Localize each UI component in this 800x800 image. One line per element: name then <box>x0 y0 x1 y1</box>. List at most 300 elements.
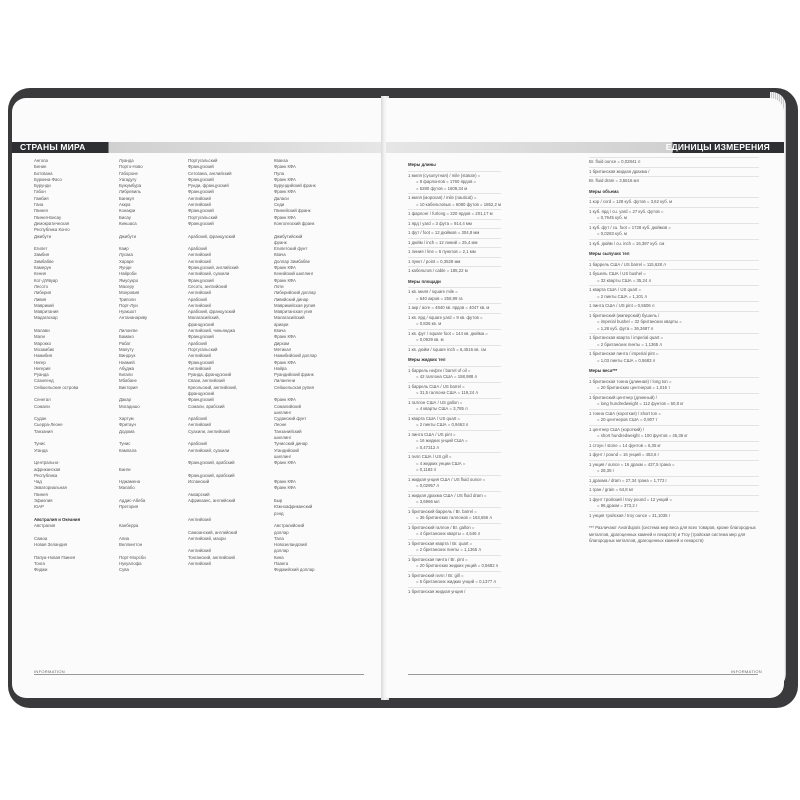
unit-entry: 1 куб. фут / cu. foot = 1728 куб. дюймов = <box>589 224 671 230</box>
table-cell: Руанда, французский <box>188 372 232 378</box>
unit-continuation: = 640 акров = 258,99 га <box>416 295 463 301</box>
unit-entry: 1 тонна США (короткая) / short ton = <box>589 410 661 416</box>
table-cell: Камерун <box>34 265 52 271</box>
table-cell: Рунди, французский <box>188 183 229 189</box>
table-cell: Яунде <box>119 265 132 271</box>
table-cell: Франк КФА <box>274 460 296 466</box>
unit-entry: 1 фут / foot = 12 дюймов = 304,8 мм <box>408 230 480 235</box>
unit-continuation: = 0,0283 куб. м <box>597 231 627 236</box>
left-footer: INFORMATION <box>34 669 66 674</box>
table-cell: Лоти <box>274 283 284 289</box>
row-separator <box>589 393 759 394</box>
table-cell: Гвинея <box>34 491 48 497</box>
table-cell: африканская <box>34 466 61 472</box>
table-cell: Арабский, французский <box>188 309 236 315</box>
table-cell: Центрально- <box>34 460 60 466</box>
unit-entry: 1 гран / grain = 64,8 мг <box>589 487 634 492</box>
table-cell: Лилонгве <box>119 328 138 334</box>
unit-entry: 1 кор / cord = 128 куб. футов = 3,62 куб. м <box>589 199 673 204</box>
unit-continuation: = 0,0929 кв. м <box>416 337 444 342</box>
table-cell: Демократическая <box>34 220 70 226</box>
table-cell: Арабский <box>188 441 207 447</box>
table-cell: Английский <box>188 353 211 359</box>
table-cell: Тонга <box>34 561 45 566</box>
countries-column <box>34 158 80 574</box>
table-cell: Чад <box>34 479 42 485</box>
table-cell: Бурундийский франк <box>274 183 316 189</box>
table-cell: Порт-Луи <box>119 302 138 308</box>
table-cell: Малагасийский <box>274 315 305 321</box>
table-cell: Замбия <box>34 252 50 258</box>
table-cell: Апиа <box>119 535 129 541</box>
row-separator <box>589 485 759 486</box>
table-cell: Бенин <box>34 164 47 170</box>
table-cell: Португальский <box>188 346 218 352</box>
table-cell: Сазиленд <box>34 378 54 384</box>
table-cell: Нджамена <box>119 479 140 485</box>
table-cell: Ливия <box>34 296 47 302</box>
unit-entry: 1 кварта США / US quart = <box>408 415 461 421</box>
unit-continuation: = 0,836 кв. м <box>416 321 442 326</box>
table-cell: французский <box>188 390 215 396</box>
section-heading: Меры площади <box>408 278 441 284</box>
unit-entry: 1 британская жидкая драхма / <box>589 168 650 174</box>
table-cell: Ботсвана <box>34 170 53 176</box>
row-separator <box>589 349 759 350</box>
table-cell: Банги <box>119 466 131 472</box>
right-footer: INFORMATION <box>730 669 762 674</box>
unit-continuation: = 31,5 галлона США = 119,24 л <box>416 390 478 395</box>
table-cell: Кина <box>274 554 284 560</box>
table-cell: Австралия <box>34 523 56 529</box>
row-separator <box>589 223 759 224</box>
table-cell: Гвинейский франк <box>274 208 311 214</box>
row-separator <box>408 329 501 330</box>
table-cell: Сомали, арабский <box>188 403 225 409</box>
row-separator <box>589 285 759 286</box>
table-cell: Дакар <box>119 397 132 403</box>
table-cell: Либерийский доллар <box>274 290 316 296</box>
unit-entry: 1 пинта США / US pint = <box>408 431 456 437</box>
table-cell: Кигали <box>119 372 133 378</box>
row-separator <box>589 207 759 208</box>
table-cell: Руандийский франк <box>274 372 314 378</box>
unit-continuation: = 96 драхм = 373,2 г <box>597 503 638 508</box>
table-cell: Новая Зеландия <box>34 542 67 548</box>
table-cell: Хараре <box>119 258 134 264</box>
table-cell: Франк КФА <box>274 334 296 340</box>
table-cell: Зимбабве <box>34 258 54 264</box>
row-separator <box>589 511 759 512</box>
unit-entry: 1 британский центнер (длинный) / <box>589 394 657 400</box>
table-cell: Бурунди <box>34 183 51 189</box>
table-cell: Уганда <box>34 447 48 453</box>
table-cell: Тунис <box>34 441 46 447</box>
table-cell: Сейшельские острова <box>34 384 79 390</box>
unit-continuation: = 2 британских пинты = 1,1365 л <box>597 341 662 347</box>
unit-entry: 1 кв. ярд / square yard = 9 кв. футов = <box>408 314 483 320</box>
table-cell: Французский <box>188 397 214 403</box>
table-cell: Нукуалофа <box>119 561 142 566</box>
unit-entry: 1 пинта США / US pint = 0,5506 л <box>589 303 655 308</box>
row-separator <box>408 507 501 508</box>
table-cell: Мавритания <box>34 309 59 315</box>
table-cell: Французский <box>188 189 214 195</box>
table-cell: Франк КФА <box>274 214 296 220</box>
table-cell: Хартум <box>119 416 134 422</box>
unit-continuation: = 2 британских пинты = 1,1365 л <box>416 547 481 552</box>
row-separator <box>589 425 759 426</box>
unit-entry: 1 стоун / stone = 14 фунтов = 6,35 кг <box>589 442 661 448</box>
row-separator <box>408 287 501 288</box>
table-cell: Французский <box>188 359 214 365</box>
table-cell: Франк КФА <box>274 277 296 283</box>
unit-entry: 1 фарлонг / furlong = 220 ярдов = 201,17 м <box>408 211 493 216</box>
unit-continuation: = 8 фарлонгов = 1760 ярдов = <box>416 179 477 184</box>
table-cell: Намибийский доллар <box>274 353 317 359</box>
table-cell: Тонганский, английский <box>188 554 235 560</box>
capitals-column <box>119 158 147 574</box>
unit-continuation: = imperial bushel = 32 британских кварты = <box>597 319 682 324</box>
table-cell: Франк КФА <box>274 265 296 271</box>
table-cell: Франк КФА <box>274 164 296 170</box>
unit-continuation: = 36 британских галлонов = 163,656 л <box>416 515 492 520</box>
table-cell: Абуджа <box>119 365 135 371</box>
table-cell: Тунисский динар <box>274 441 308 447</box>
table-cell: Эфиопия <box>34 498 53 504</box>
table-cell: Французский, арабский <box>188 460 235 466</box>
row-separator <box>589 476 759 477</box>
unit-entry: 1 линия / line = 6 пунктов = 2,1 мм <box>408 249 476 254</box>
table-cell: Додома <box>119 428 135 434</box>
row-separator <box>408 345 501 346</box>
table-cell: Английский <box>188 258 211 264</box>
table-cell: Пула <box>274 170 285 176</box>
unit-entry: 1 унция / ounce = 16 драхм = 437,5 грана = <box>589 461 675 467</box>
table-cell: Фиджи <box>34 567 48 573</box>
table-cell: Франк КФА <box>274 359 296 365</box>
table-cell: Канберра <box>119 523 139 529</box>
table-cell: Португальский <box>188 158 218 163</box>
table-cell: Конголезский франк <box>274 220 315 226</box>
unit-continuation: = 5280 футов = 1609,34 м <box>416 185 468 191</box>
table-cell: Английский <box>188 252 211 258</box>
row-separator <box>408 571 501 572</box>
table-cell: франк <box>274 239 287 245</box>
table-cell: Арабский <box>188 296 207 302</box>
unit-continuation: = 16 жидких унций США = <box>416 438 468 443</box>
table-cell: Английский <box>188 516 211 522</box>
table-cell: Франк КФА <box>274 485 296 491</box>
unit-entry: Br. fluid dram = 3,5516 мл <box>589 178 640 183</box>
table-cell: Порт-Морсби <box>119 554 146 560</box>
table-cell: Испанский <box>188 479 210 485</box>
table-cell: Танзанийский <box>274 428 302 434</box>
table-cell: шиллинг <box>274 409 292 415</box>
unit-entry: 1 кв. дюйм / square inch = 6,4516 кв. см <box>408 346 486 352</box>
unit-entry: 1 британский (имперский) бушель / <box>589 312 660 318</box>
table-cell: Кот-д'Ивуар <box>34 277 58 283</box>
unit-entry: 1 британская кварта / Br. quart = <box>408 540 473 546</box>
table-cell: Английский, маори <box>188 535 226 541</box>
table-cell: Монровия <box>119 290 140 296</box>
table-cell: Сомали <box>34 403 50 409</box>
table-cell: Седи <box>274 202 285 208</box>
row-separator <box>408 193 501 194</box>
table-cell: Порто-Ново <box>119 164 143 170</box>
unit-entry: 1 британская пинта / imperial pint = <box>589 351 659 356</box>
table-cell: Арабский, французский <box>188 233 236 239</box>
unit-entry: 1 унция тройская / troy ounce = 31,1035 г <box>589 512 671 518</box>
unit-entry: 1 акр / acre = 4840 кв. ярдов = 4047 кв. м <box>408 305 490 310</box>
currency-column <box>274 158 317 574</box>
table-cell: Джибути <box>119 233 137 239</box>
table-cell: Габон <box>34 189 46 195</box>
table-cell: Кения <box>34 271 46 277</box>
table-cell: Джибутийский <box>274 233 303 239</box>
table-cell: шиллинг <box>274 435 292 441</box>
unit-entry: 1 британский галлон / Br. gallon = <box>408 524 475 530</box>
right-page-title: ЕДИНИЦЫ ИЗМЕРЕНИЯ <box>665 142 770 152</box>
unit-continuation: = 42 галлона США = 158,988 л <box>416 374 477 379</box>
row-separator <box>408 523 501 524</box>
table-cell: Виндхук <box>119 353 136 359</box>
unit-entry: 1 жидкая драхма США / US fluid dram = <box>408 492 487 498</box>
table-cell: Португальский <box>188 214 218 220</box>
table-cell: Самоа <box>34 535 48 541</box>
unit-entry: 1 баррель США / US barrel = <box>408 383 465 389</box>
row-separator <box>408 398 501 399</box>
table-cell: Кенийский шиллинг <box>274 271 314 277</box>
table-cell: Египетский фунт <box>274 246 308 252</box>
table-cell: Сьерра-Леоне <box>34 422 63 428</box>
table-cell: Арабский <box>188 416 207 422</box>
table-cell: Конакри <box>119 208 136 214</box>
table-cell: Руанда <box>34 372 49 378</box>
table-cell: Новозеландский <box>274 542 307 548</box>
table-cell: Свази, английский <box>188 378 225 384</box>
table-cell: Квача <box>274 252 286 258</box>
table-cell: Бамако <box>119 334 134 340</box>
unit-continuation: = 4 кварты США = 3,785 л <box>416 406 468 411</box>
row-separator <box>589 495 759 496</box>
table-cell: Французский <box>188 277 214 283</box>
table-cell: Бисау <box>119 214 131 220</box>
table-cell: Фритаун <box>119 422 136 428</box>
unit-entry: 1 кв. фут / square foot = 144 кв. дюйма = <box>408 330 488 336</box>
table-cell: французский <box>188 321 215 327</box>
table-cell: Английский <box>188 302 211 308</box>
footnote: *** Различают Avoirdupois (система мер веса для всех товаров, кроме благородных металлов, драгоценных камней и лекарств) и Troy (тройская система мер для благородных металлов, драгоценных камней и лекарств) <box>589 525 756 543</box>
table-cell: Сетсвана, английский <box>188 170 232 176</box>
unit-entry: 1 британский гилл / Br. gill = <box>408 572 464 578</box>
table-cell: Франк КФА <box>274 189 296 195</box>
table-cell: Масеру <box>119 283 135 289</box>
table-cell: Либревиль <box>119 189 141 195</box>
row-separator <box>408 219 501 220</box>
table-cell: Даласи <box>274 195 289 201</box>
table-cell: Французский <box>188 334 214 340</box>
table-cell: Суахили, английский <box>188 428 230 434</box>
unit-continuation: = 0,1183 л <box>416 467 437 472</box>
unit-continuation: = 20 британских жидких унций = 0,5682 л <box>416 563 499 568</box>
table-cell: Мадагаскар <box>34 315 58 321</box>
unit-continuation: = 0,7645 куб. м <box>597 215 627 220</box>
table-cell: Аккра <box>119 202 131 208</box>
table-cell: Претория <box>119 504 139 510</box>
row-separator <box>408 382 501 383</box>
row-separator <box>408 475 501 476</box>
table-cell: Танзания <box>34 428 53 434</box>
table-cell: доллар <box>274 548 289 554</box>
unit-entry: 1 ярд / yard = 3 фута = 914,4 мм <box>408 220 472 226</box>
table-cell: Нигерия <box>34 365 51 371</box>
right-page <box>386 98 784 698</box>
table-cell: Мали <box>34 334 45 340</box>
table-cell: Мапуту <box>119 346 134 352</box>
row-separator <box>589 377 759 378</box>
table-cell: Гамбия <box>34 195 49 201</box>
row-separator <box>408 366 501 367</box>
table-cell: Английский <box>188 422 211 428</box>
table-cell: шиллинг <box>274 453 292 459</box>
table-cell: Виктория <box>119 384 138 390</box>
table-cell: Кванза <box>274 158 288 163</box>
table-cell: Английский <box>188 290 211 296</box>
section-heading: Австралия и Океания <box>34 516 81 522</box>
table-cell: Мавританская угия <box>274 309 313 315</box>
left-page-title: СТРАНЫ МИРА <box>20 142 86 152</box>
table-cell: Английский <box>188 365 211 371</box>
table-cell: Намибия <box>34 353 53 359</box>
table-cell: Маврикийская рупия <box>274 302 316 308</box>
table-cell: Триполи <box>119 296 136 302</box>
unit-entry: 1 драхма / dram = 27,34 грана = 1,772 г <box>589 477 668 483</box>
unit-entry: 1 британская пинта / Br. pint = <box>408 556 468 562</box>
unit-continuation: = 4 жидких унции США = <box>416 460 466 466</box>
row-separator <box>408 313 501 314</box>
table-cell: Либерия <box>34 290 52 296</box>
table-cell: Нигер <box>34 359 46 365</box>
row-separator <box>408 414 501 415</box>
unit-entry: 1 пункт / point = 0,3528 мм <box>408 258 461 264</box>
table-cell: Английский, суахили <box>188 271 230 277</box>
unit-continuation: = 2 пинты США = 1,101 л <box>597 293 647 299</box>
row-separator <box>408 452 501 453</box>
table-cell: Киншаса <box>119 220 137 226</box>
table-cell: Джибути <box>34 233 52 239</box>
table-cell: Французский <box>188 208 214 214</box>
table-cell: Креольский, английский, <box>188 384 238 390</box>
table-cell: Французский <box>188 164 214 170</box>
row-separator <box>408 491 501 492</box>
table-cell: Паанга <box>274 561 289 566</box>
table-cell: Арабский <box>188 246 207 252</box>
unit-entry: 1 британская кварта / imperial quart = <box>589 335 663 340</box>
table-cell: Гвинея-Бисау <box>34 214 62 220</box>
table-cell: ЮАР <box>34 504 44 510</box>
row-separator <box>589 311 759 312</box>
table-cell: Английский, чиньянджа <box>188 328 235 334</box>
unit-entry: 1 куб. ярд / cu. yard = 27 куб. футов = <box>589 208 664 214</box>
row-separator <box>408 303 501 304</box>
table-cell: Банжул <box>119 195 135 201</box>
row-separator <box>589 409 759 410</box>
unit-continuation: = 3,6966 мл <box>416 499 440 504</box>
row-separator <box>408 228 501 229</box>
table-cell: Леоне <box>274 422 287 428</box>
table-cell: ариари <box>274 321 289 327</box>
table-cell: Английский <box>188 195 211 201</box>
table-cell: Египет <box>34 246 48 252</box>
table-cell: Сува <box>119 567 129 573</box>
table-cell: Малагасийский, <box>188 315 220 321</box>
row-separator <box>589 441 759 442</box>
table-cell: Буркина-Фасо <box>34 176 62 182</box>
table-cell: Тала <box>274 535 284 541</box>
unit-entry: 1 кв. миля / square mile = <box>408 289 458 294</box>
table-cell: Экваториальная <box>34 485 67 491</box>
table-cell: Веллингтон <box>119 542 143 548</box>
units-column-2 <box>589 156 759 545</box>
table-cell: Французский <box>188 176 214 182</box>
unit-entry: 1 кабельтов / cable = 185,22 м <box>408 268 468 273</box>
row-separator <box>589 450 759 451</box>
table-cell: Дирхам <box>274 340 290 346</box>
table-cell: Габороне <box>119 170 138 176</box>
row-separator <box>408 555 501 556</box>
unit-continuation: = 1,28 куб. фута = 36,3687 л <box>597 325 654 331</box>
unit-entry: 1 фунт / pound = 16 унций = 453,6 г <box>589 452 660 457</box>
section-heading: Меры жидких тел <box>408 357 446 362</box>
unit-continuation: = short hundredweight = 100 фунтов = 45,36 кг <box>597 433 688 438</box>
table-cell: Сомалийский <box>274 403 301 409</box>
table-cell: доллар <box>274 529 289 535</box>
table-cell: Арабский <box>188 340 207 346</box>
table-cell: Ангола <box>34 158 48 163</box>
table-cell: Франк КФА <box>274 479 296 485</box>
table-cell: Метикал <box>274 346 292 352</box>
table-cell: Лусака <box>119 252 133 258</box>
table-cell: Нуакшот <box>119 309 137 315</box>
table-cell: Угандийский <box>274 447 299 453</box>
table-cell: Ниамей <box>119 359 135 365</box>
unit-continuation: = 4 британских кварты = 4,546 л <box>416 531 481 536</box>
left-page <box>12 98 384 698</box>
row-separator <box>589 460 759 461</box>
row-separator <box>589 260 759 261</box>
row-separator <box>589 333 759 334</box>
unit-continuation: = 20 британских центнеров = 1,016 т <box>597 385 671 390</box>
table-cell: Могадишо <box>119 403 140 409</box>
unit-continuation: = 0,02957 л <box>416 483 439 488</box>
table-cell: Южноафриканский <box>274 504 313 510</box>
table-cell: Доллар Зимбабве <box>274 258 310 264</box>
table-cell: Кампала <box>119 447 137 453</box>
unit-continuation: = 20 центнеров США = 0,907 т <box>597 417 658 422</box>
section-heading: Меры длины <box>408 162 436 167</box>
table-cell: рэнд <box>274 510 284 516</box>
section-heading: Меры объема <box>589 188 619 194</box>
right-footer-line <box>408 674 758 675</box>
table-cell: Африкаанс, английский <box>188 498 236 504</box>
row-separator <box>408 171 501 172</box>
table-cell: Франк КФА <box>274 397 296 403</box>
table-cell: Малабо <box>119 485 135 491</box>
units-column-1 <box>408 158 501 595</box>
row-separator <box>408 266 501 267</box>
table-cell: Фиджийский доллар <box>274 567 315 573</box>
